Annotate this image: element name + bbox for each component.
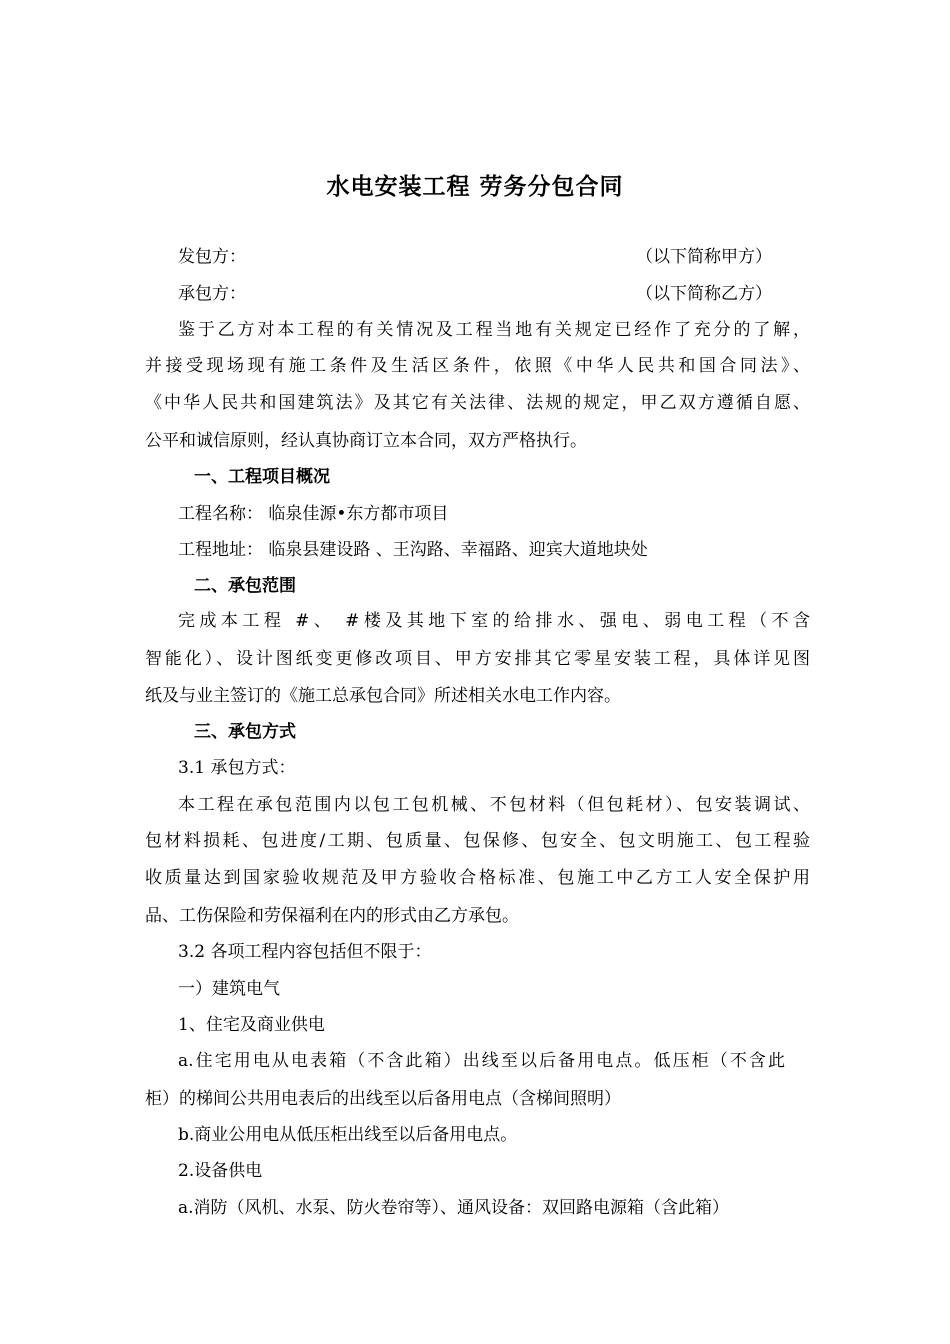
item-line: a.消防（风机、水泵、防火卷帘等）、通风设备：双回路电源箱（含此箱） <box>178 1198 730 1218</box>
method-line: 本工程在承包范围内以包工包机械、不包材料（但包耗材）、包安装调试、 <box>178 795 810 815</box>
preamble-line: 并接受现场现有施工条件及生活区条件，依照《中华人民共和国合同法》、 <box>145 356 810 376</box>
subsection-label: 3.1 承包方式： <box>178 758 296 778</box>
item-group: 一）建筑电气 <box>178 979 280 999</box>
item-heading: 1、住宅及商业供电 <box>178 1015 325 1035</box>
item-line: a.住宅用电从电表箱（不含此箱）出线至以后备用电点。低压柜（不含此 <box>178 1051 785 1071</box>
preamble-line: 鉴于乙方对本工程的有关情况及工程当地有关规定已经作了充分的了解， <box>178 320 810 340</box>
scope-line: 智能化）、设计图纸变更修改项目、甲方安排其它零星安装工程，具体详见图 <box>145 649 810 669</box>
project-name-line: 工程名称： 临泉佳源•东方都市项目 <box>178 504 449 524</box>
subsection-label: 3.2 各项工程内容包括但不限于： <box>178 942 432 962</box>
party-b-line <box>178 283 246 305</box>
section-heading: 一、工程项目概况 <box>194 467 330 487</box>
section-heading: 二、承包范围 <box>194 576 296 596</box>
section-heading: 三、承包方式 <box>194 722 296 742</box>
party-a-note: （以下简称甲方） <box>636 247 772 267</box>
contract-title: 水电安装工程 劳务分包合同 <box>326 174 624 200</box>
preamble-line: 公平和诚信原则，经认真协商订立本合同，双方严格执行。 <box>145 431 587 451</box>
scope-line: 完成本工程 #、 #楼及其地下室的给排水、强电、弱电工程（不含 <box>178 611 810 631</box>
party-b-label: 承包方： <box>178 284 246 304</box>
method-line: 包材料损耗、包进度/工期、包质量、包保修、包安全、包文明施工、包工程验 <box>145 831 810 851</box>
party-b-note: （以下简称乙方） <box>636 284 772 304</box>
party-a-label: 发包方： <box>178 247 246 267</box>
project-address-line: 工程地址： 临泉县建设路 、王沟路、幸福路、迎宾大道地块处 <box>178 540 648 560</box>
item-line: b.商业公用电从低压柜出线至以后备用电点。 <box>178 1125 518 1145</box>
preamble-line: 《中华人民共和国建筑法》及其它有关法律、法规的规定，甲乙双方遵循自愿、 <box>145 393 810 413</box>
method-line: 收质量达到国家验收规范及甲方验收合格标准、包施工中乙方工人安全保护用 <box>145 868 810 888</box>
item-heading: 2.设备供电 <box>178 1161 263 1181</box>
method-line: 品、工伤保险和劳保福利在内的形式由乙方承包。 <box>145 906 519 926</box>
item-line: 柜）的梯间公共用电表后的出线至以后备用电点（含梯间照明） <box>145 1089 621 1109</box>
scope-line: 纸及与业主签订的《施工总承包合同》所述相关水电工作内容。 <box>145 686 621 706</box>
party-a-line <box>178 246 246 268</box>
